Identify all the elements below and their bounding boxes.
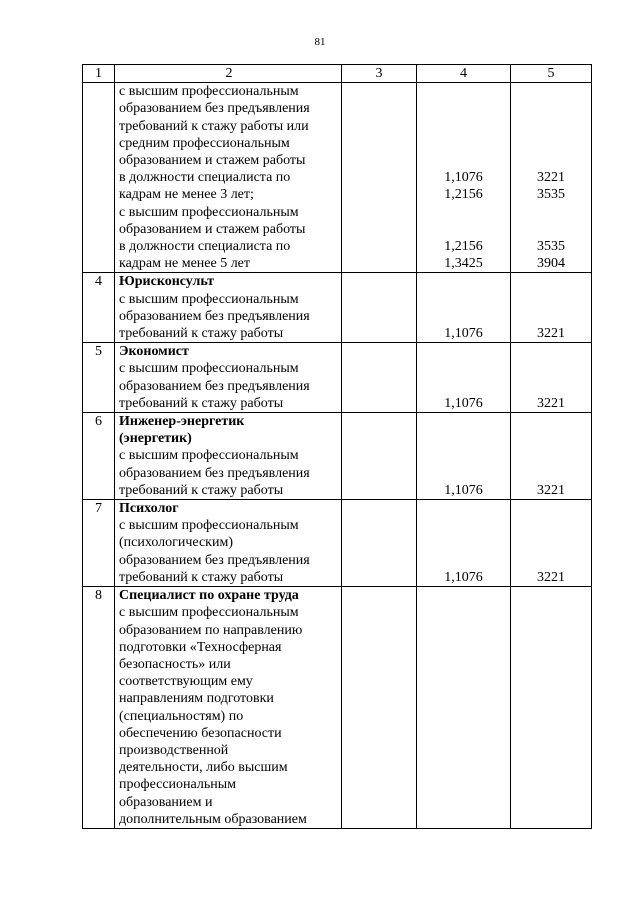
header-col-2: 2 [115, 65, 342, 83]
row-coefficient [417, 273, 511, 343]
row-salary [511, 343, 592, 413]
row-number: 7 [83, 500, 115, 587]
row-salary [511, 587, 592, 829]
position-title: (энергетик) [119, 431, 192, 447]
row-number: 4 [83, 273, 115, 343]
desc-line: образованием по направлению [119, 622, 303, 638]
row-description [115, 500, 342, 587]
desc-line: (специальностям) по [119, 708, 244, 724]
desc-line: в должности специалиста по [119, 170, 291, 186]
desc-line: с высшим профессиональным [119, 448, 299, 464]
salary-value: 3221 [537, 482, 565, 498]
row-number: 8 [83, 587, 115, 829]
row-col-3 [342, 273, 417, 343]
row-description [115, 83, 342, 273]
salary-value: 3221 [537, 395, 565, 411]
coef-value: 1,1076 [444, 395, 483, 411]
desc-line: безопасность» или [119, 656, 231, 672]
coef-value: 1,1076 [444, 170, 483, 186]
table-row [83, 343, 592, 413]
salary-value: 3904 [537, 256, 565, 272]
desc-line: образованием без предъявления [119, 552, 310, 568]
header-col-1: 1 [83, 65, 115, 83]
desc-line: деятельности, либо высшим [119, 760, 288, 776]
header-col-5: 5 [511, 65, 592, 83]
coef-value: 1,2156 [444, 238, 483, 254]
coef-value: 1,1076 [444, 326, 483, 341]
position-title: Инженер-энергетик [119, 414, 245, 430]
row-number [83, 83, 115, 273]
desc-line: с высшим профессиональным [119, 291, 299, 307]
row-coefficient [417, 83, 511, 273]
desc-line: (психологическим) [119, 535, 233, 551]
row-col-3 [342, 587, 417, 829]
page-number: 81 [314, 36, 326, 48]
row-number: 5 [83, 343, 115, 413]
table-row [83, 273, 592, 343]
salary-value: 3535 [537, 187, 565, 203]
table-row [83, 587, 592, 829]
desc-line: с высшим профессиональным [119, 605, 299, 621]
desc-line: с высшим профессиональным [119, 361, 299, 377]
desc-line: средним профессиональным [119, 135, 290, 151]
desc-line: требований к стажу работы [119, 326, 284, 342]
row-coefficient [417, 343, 511, 413]
position-title: Специалист по охране труда [119, 588, 299, 604]
desc-line: образованием без предъявления [119, 101, 310, 117]
desc-line: образованием и стажем работы [119, 153, 306, 169]
desc-line: обеспечению безопасности [119, 725, 282, 741]
row-number: 6 [83, 413, 115, 500]
desc-line: образованием и [119, 794, 213, 810]
desc-line: с высшим профессиональным [119, 518, 299, 534]
salary-value: 3221 [537, 326, 565, 341]
desc-line: профессиональным [119, 777, 237, 793]
header-col-3: 3 [342, 65, 417, 83]
desc-line: образованием без предъявления [119, 465, 310, 481]
desc-line: соответствующим ему [119, 674, 253, 690]
coef-value: 1,2156 [444, 187, 483, 203]
row-col-3 [342, 500, 417, 587]
position-title: Экономист [119, 344, 189, 360]
row-col-3 [342, 413, 417, 500]
desc-line: с высшим профессиональным [119, 84, 299, 100]
row-salary [511, 500, 592, 587]
row-col-3 [342, 343, 417, 413]
table-row [83, 83, 592, 273]
desc-line: требований к стажу работы [119, 482, 284, 498]
desc-line: образованием без предъявления [119, 308, 310, 324]
desc-line: кадрам не менее 3 лет; [119, 187, 254, 203]
table-row [83, 413, 592, 500]
salary-value: 3535 [537, 238, 565, 254]
header-row [83, 65, 592, 83]
desc-line: дополнительным образованием [119, 811, 307, 827]
row-description [115, 343, 342, 413]
position-title: Юрисконсульт [119, 274, 215, 290]
desc-line: подготовки «Техносферная [119, 639, 282, 655]
row-coefficient [417, 500, 511, 587]
coef-value: 1,1076 [444, 482, 483, 498]
salary-value: 3221 [537, 170, 565, 186]
desc-line: требований к стажу работы или [119, 118, 309, 134]
row-coefficient [417, 587, 511, 829]
salary-value: 3221 [537, 569, 565, 585]
header-col-4: 4 [417, 65, 511, 83]
desc-line: требований к стажу работы [119, 569, 284, 585]
row-col-3 [342, 83, 417, 273]
desc-line: образованием без предъявления [119, 378, 310, 394]
coef-value: 1,1076 [444, 569, 483, 585]
desc-line: с высшим профессиональным [119, 204, 299, 220]
row-salary [511, 273, 592, 343]
coef-value: 1,3425 [444, 256, 483, 272]
row-description [115, 413, 342, 500]
table-row [83, 500, 592, 587]
row-coefficient [417, 413, 511, 500]
desc-line: образованием и стажем работы [119, 221, 306, 237]
desc-line: кадрам не менее 5 лет [119, 256, 251, 272]
row-description [115, 587, 342, 829]
salary-table [82, 64, 592, 829]
desc-line: требований к стажу работы [119, 395, 284, 411]
desc-line: в должности специалиста по [119, 239, 291, 255]
row-description [115, 273, 342, 343]
position-title: Психолог [119, 501, 179, 517]
row-salary [511, 83, 592, 273]
desc-line: направлениям подготовки [119, 691, 274, 707]
desc-line: производственной [119, 742, 229, 758]
row-salary [511, 413, 592, 500]
